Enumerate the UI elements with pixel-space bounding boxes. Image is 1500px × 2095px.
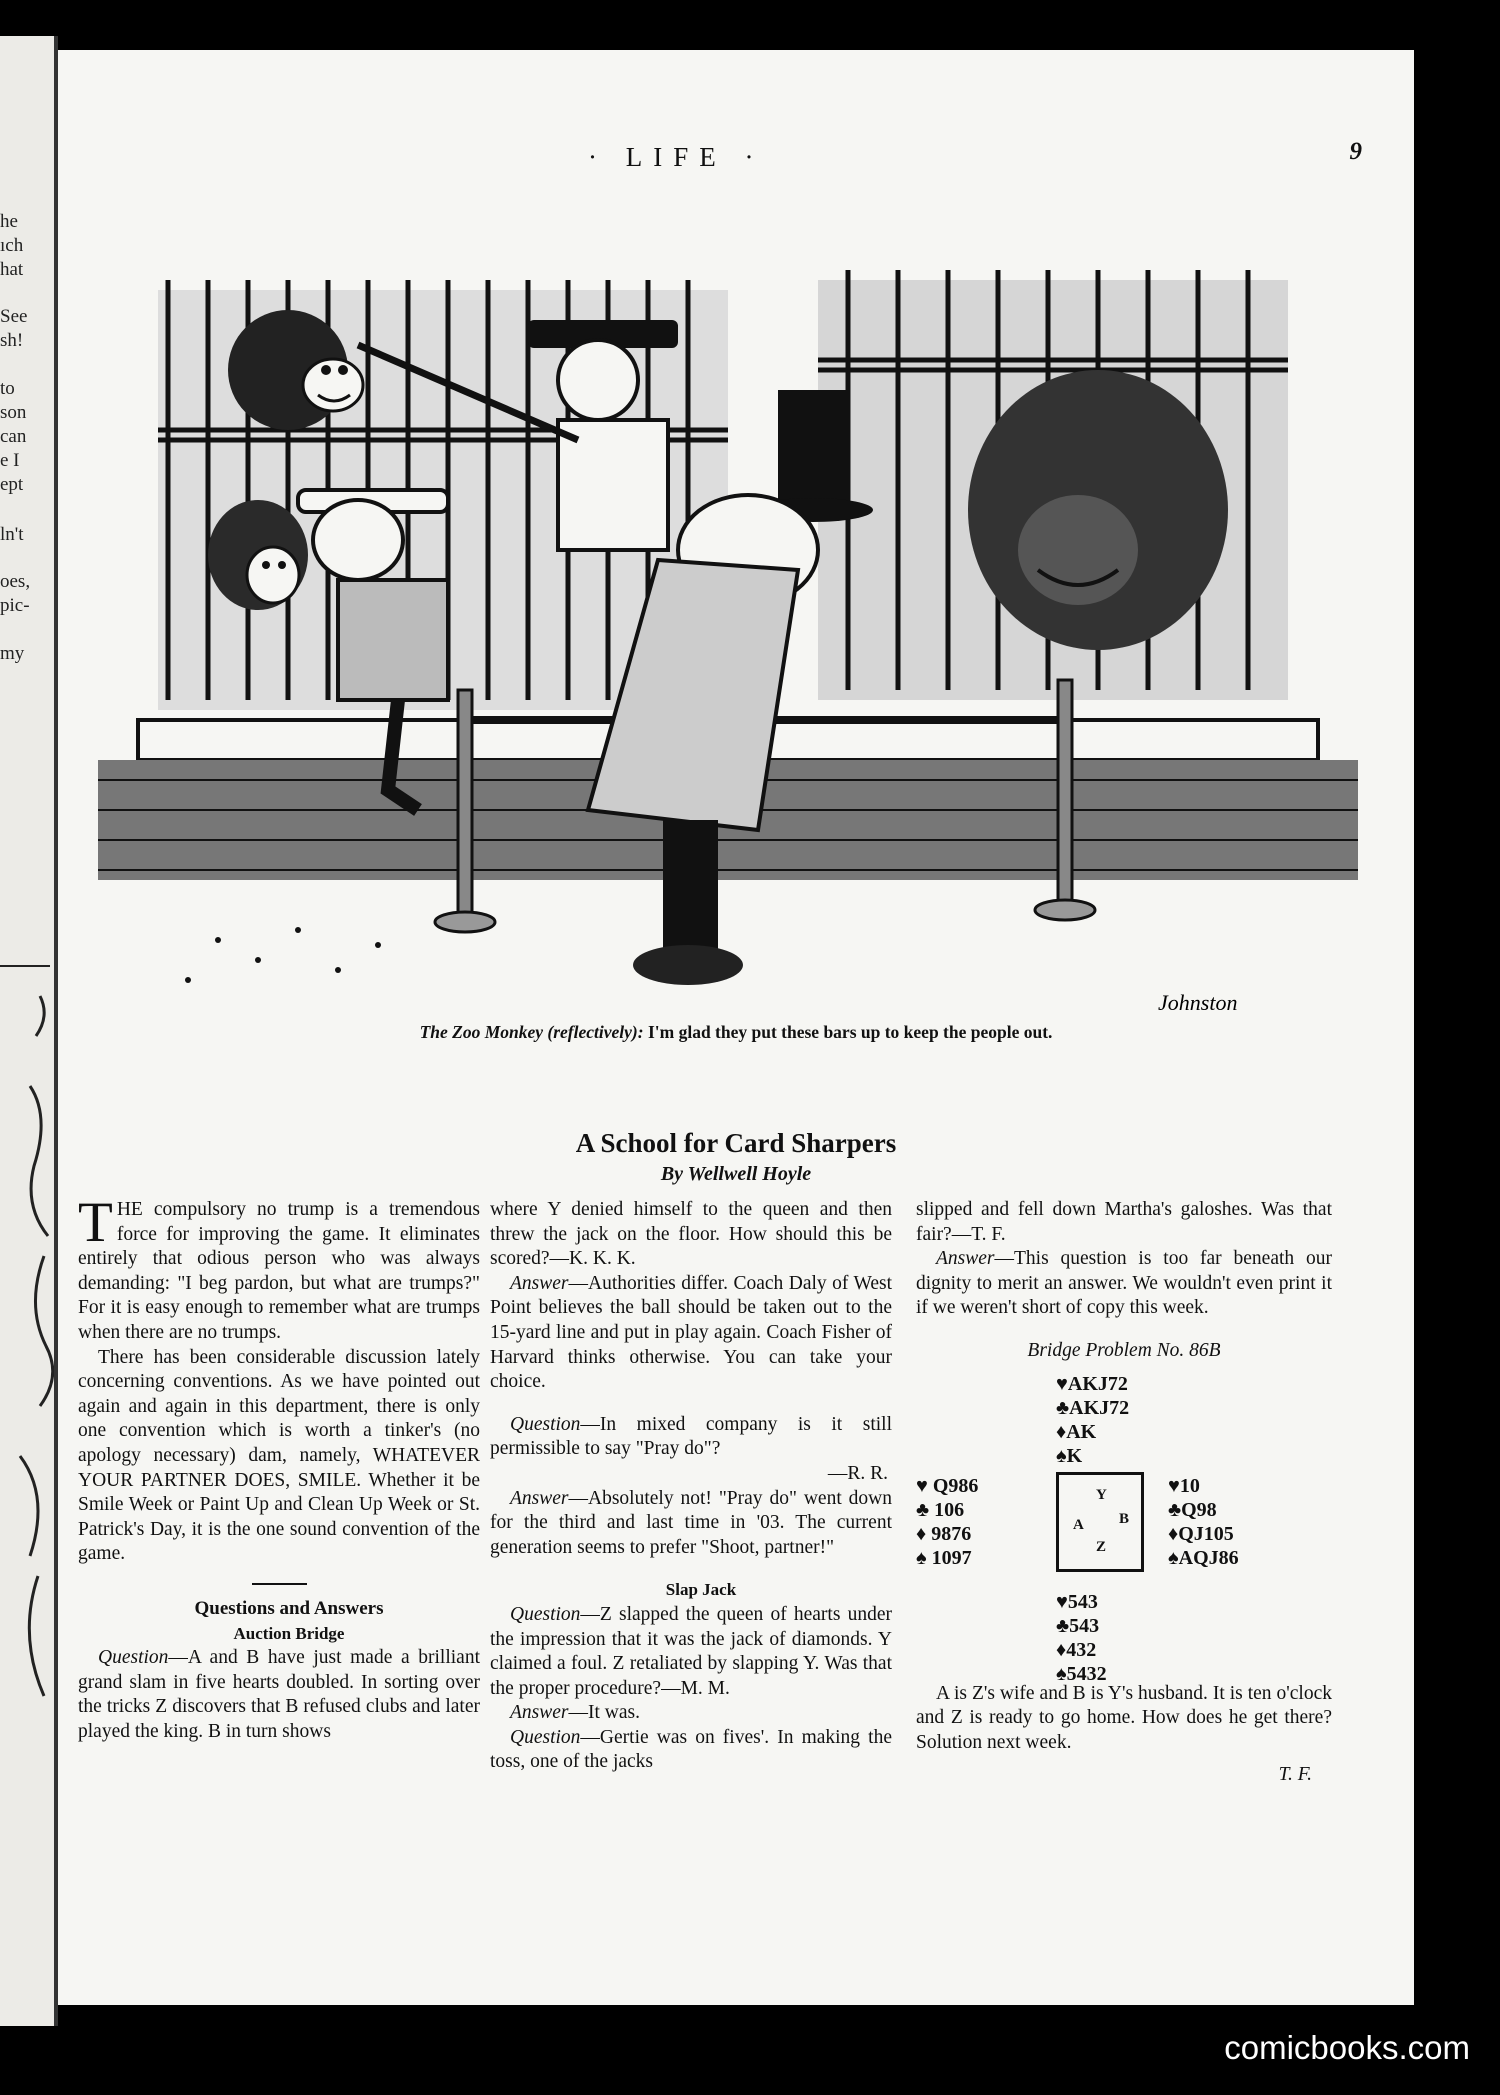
section-subheading: Auction Bridge xyxy=(233,1623,345,1643)
page-number: 9 xyxy=(1349,138,1362,165)
answer-text: —It was. xyxy=(568,1702,640,1724)
prev-text-fragment: sh! xyxy=(0,330,24,351)
article-column-3 xyxy=(916,1198,1332,1788)
prev-text-fragment: pic- xyxy=(0,595,30,616)
answer-text: —Authorities differ. Coach Daly of West Point believes the ball should be taken out to the 15-yard line and put in play again. Coach Fisher of Harvard thinks otherwise. You can take your choice. xyxy=(490,1272,892,1393)
prev-page-illustration-fragment xyxy=(0,936,54,1836)
question-paragraph xyxy=(78,1646,480,1744)
article-column-1 xyxy=(78,1191,480,1744)
card-line: ♥543 xyxy=(1056,1590,1098,1613)
answer-text: —This question is too far beneath our dignity to merit an answer. We wouldn't even print it if we weren't short of copy this week. xyxy=(916,1248,1332,1319)
card-line: ♥ Q986 xyxy=(916,1474,979,1497)
page-header xyxy=(58,138,1414,182)
drop-cap: T xyxy=(78,1191,113,1254)
answer-label: Answer xyxy=(936,1248,995,1270)
section-subheading: Slap Jack xyxy=(665,1580,737,1600)
article-title: A School for Card Sharpers xyxy=(575,1128,897,1158)
prev-text-fragment: ln't xyxy=(0,524,24,545)
caption-quote: I'm glad they put these bars up to keep the people out. xyxy=(647,1022,1053,1042)
bridge-diagram xyxy=(916,1372,1332,1685)
paragraph-text: HE compulsory no trump is a tremendous force for improving the game. It eliminates entirely that odious person who was always demanding: "I beg pardon, but what are trumps?" For it is easy enough to remember what are trumps when there are no trumps. xyxy=(78,1199,480,1343)
prev-text-fragment: ept xyxy=(0,474,24,495)
section-divider xyxy=(252,1583,307,1585)
south-hand xyxy=(1056,1590,1107,1686)
question-paragraph xyxy=(490,1603,892,1701)
answer-paragraph xyxy=(490,1272,892,1395)
north-hand xyxy=(1056,1372,1129,1468)
paragraph: slipped and fell down Martha's galoshes. Was that fair?—T. F. xyxy=(916,1199,1332,1245)
seat-label: Y xyxy=(1096,1486,1107,1503)
bridge-problem-title: Bridge Problem No. 86B xyxy=(1027,1339,1221,1361)
card-line: ♠AQJ86 xyxy=(1168,1546,1239,1569)
prev-text-fragment: my xyxy=(0,643,25,664)
answer-paragraph xyxy=(490,1487,892,1561)
paragraph: where Y denied himself to the queen and then threw the jack on the floor. How should this be scored?—K. K. K. xyxy=(490,1199,892,1270)
bridge-table xyxy=(1056,1472,1144,1572)
question-label: Question xyxy=(510,1413,581,1435)
article-column-2 xyxy=(490,1198,892,1775)
prev-text-fragment: See xyxy=(0,306,28,327)
prev-text-fragment: to xyxy=(0,378,15,399)
prev-text-fragment: e I xyxy=(0,450,20,471)
answer-label: Answer xyxy=(510,1487,569,1509)
answer-paragraph xyxy=(490,1701,892,1726)
question-text: —A and B have just made a brilliant grand slam in five hearts doubled. In sorting over the tricks Z discovers that B refused clubs and later played the king. B in turn shows xyxy=(78,1647,480,1742)
question-paragraph xyxy=(490,1413,892,1462)
answer-label: Answer xyxy=(510,1702,569,1724)
prev-text-fragment: he xyxy=(0,211,18,232)
question-label: Question xyxy=(510,1603,581,1625)
question-text: —Z slapped the queen of hearts under the impression that it was the jack of diamonds. Y claimed a foul. Z retaliated by slapping Y. Was that the proper procedure?—M. M. xyxy=(490,1603,892,1699)
article-byline: By Wellwell Hoyle xyxy=(660,1163,812,1185)
paragraph xyxy=(78,1191,480,1346)
card-line: ♣Q98 xyxy=(1168,1498,1217,1521)
watermark: comicbooks.com xyxy=(1224,2029,1470,2066)
caption-speaker: The Zoo Monkey (reflectively): xyxy=(419,1022,644,1042)
question-label: Question xyxy=(98,1647,169,1669)
seat-label: Z xyxy=(1096,1538,1107,1555)
article-signature: T. F. xyxy=(1278,1764,1312,1786)
card-line: ♦ 9876 xyxy=(916,1522,972,1545)
prev-text-fragment: son xyxy=(0,402,27,423)
seat-label: A xyxy=(1073,1516,1084,1533)
question-label: Question xyxy=(510,1726,581,1748)
card-line: ♦AK xyxy=(1056,1420,1097,1443)
section-heading: Questions and Answers xyxy=(194,1597,384,1619)
prev-text-fragment: can xyxy=(0,426,27,447)
bridge-problem-text: A is Z's wife and B is Y's husband. It is ten o'clock and Z is ready to go home. How does he get there? Solution next week. xyxy=(916,1682,1332,1753)
question-paragraph xyxy=(490,1726,892,1775)
card-line: ♦QJ105 xyxy=(1168,1522,1234,1545)
zoo-cartoon-illustration xyxy=(98,220,1358,1060)
masthead: · LIFE · xyxy=(588,142,765,172)
question-text: —Gertie was on fives'. In making the toss, one of the jacks xyxy=(490,1726,892,1773)
previous-page-edge xyxy=(0,36,54,2026)
magazine-page xyxy=(58,50,1414,2005)
answer-paragraph xyxy=(916,1247,1332,1321)
seat-label: B xyxy=(1119,1510,1130,1527)
card-line: ♣543 xyxy=(1056,1614,1100,1637)
card-line: ♣AKJ72 xyxy=(1056,1396,1130,1419)
card-line: ♥AKJ72 xyxy=(1056,1372,1128,1395)
west-hand xyxy=(916,1474,978,1570)
artist-signature: Johnston xyxy=(1158,990,1238,1015)
answer-label: Answer xyxy=(510,1272,569,1294)
question-text: —In mixed company is it still permissible to say "Pray do"? xyxy=(490,1413,892,1460)
card-line: ♠K xyxy=(1056,1444,1083,1467)
card-line: ♥10 xyxy=(1168,1474,1200,1497)
paragraph: There has been considerable discussion lately concerning conventions. As we have pointed out again and again in this department, there is only one convention which is worth a tinker's (no apology necessary) dam, namely, WHATEVER YOUR PARTNER DOES, SMILE. Whether it be Smile Week or Paint Up and Clean Up Week or St. Patrick's Day, it is the one sound convention of the game. xyxy=(78,1346,480,1565)
card-line: ♣ 106 xyxy=(916,1498,965,1521)
card-line: ♦432 xyxy=(1056,1638,1097,1661)
prev-text-fragment: oes, xyxy=(0,571,31,592)
east-hand xyxy=(1168,1474,1239,1570)
cartoon-caption xyxy=(58,1022,1414,1043)
question-signature: —R. R. xyxy=(827,1462,888,1484)
card-line: ♠ 1097 xyxy=(916,1546,972,1569)
prev-text-fragment: ıch xyxy=(0,235,24,256)
answer-text: —Absolutely not! "Pray do" went down for the third and last time in '03. The current generation seems to prefer "Shoot, partner!" xyxy=(490,1487,892,1558)
card-line: ♠5432 xyxy=(1056,1662,1107,1685)
prev-text-fragment: hat xyxy=(0,259,24,280)
